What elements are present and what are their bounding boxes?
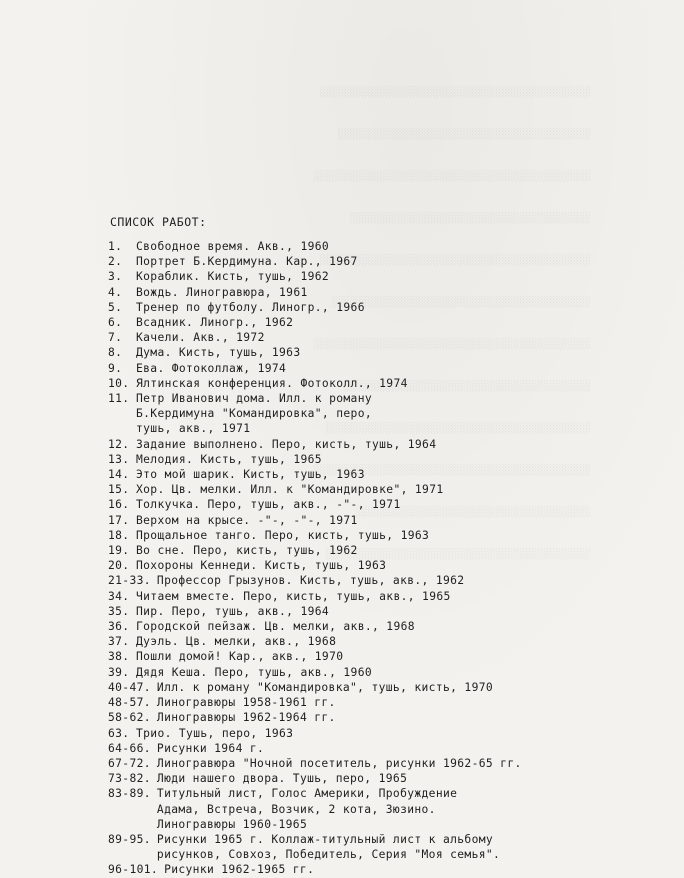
item-number: 1. bbox=[108, 240, 123, 253]
item-text-line: Рисунки 1965 г. Коллаж-титульный лист к альбому bbox=[156, 832, 494, 846]
item-text-line: рисунков, Совхоз, Победитель, Серия "Моя семья". bbox=[156, 848, 501, 862]
list-item bbox=[108, 513, 668, 528]
list-item bbox=[108, 832, 668, 862]
item-text-line: Городской пейзаж. Цв. мелки, акв., 1968 bbox=[136, 620, 415, 634]
item-number: 19. bbox=[108, 544, 130, 558]
item-text-line: Дядя Кеша. Перо, тушь, акв., 1960 bbox=[136, 665, 372, 679]
item-number: 10. bbox=[108, 376, 130, 390]
item-text bbox=[157, 786, 668, 832]
item-number: 21-33. bbox=[108, 574, 151, 588]
list-item bbox=[108, 330, 668, 345]
item-text bbox=[157, 771, 668, 786]
item-text bbox=[136, 634, 668, 649]
item-text bbox=[136, 528, 668, 543]
item-text-line: Верхом на крысе. -"-, -"-, 1971 bbox=[136, 513, 358, 527]
item-number: 64-66. bbox=[108, 741, 151, 755]
item-text bbox=[136, 467, 668, 482]
item-number: 36. bbox=[108, 620, 130, 634]
item-text bbox=[136, 345, 668, 360]
item-text-line: Рисунки 1964 г. bbox=[156, 741, 265, 755]
list-item bbox=[108, 756, 668, 771]
item-number: 17. bbox=[108, 513, 130, 527]
item-text bbox=[164, 862, 668, 877]
item-number: 14. bbox=[108, 468, 130, 482]
item-text-line: Портрет Б.Кердимуна. Кар., 1967 bbox=[136, 255, 358, 269]
item-text-line: Свободное время. Акв., 1960 bbox=[136, 240, 330, 253]
item-text bbox=[136, 513, 668, 528]
reverse-side-show-through: ░░░░░░░░░░░░░░░░░░░░░░░░░░░░░░░░░░░░░░░░░░░░░ ░░░░░░░░░░░░░░░░░░░░░░░░░░░░░░░░░░░░░░░░░░ ░░░░░░░░░░░░░░░░░░░░░░░░░░░░░░░░░░░░░░░░░░░░░░ ░░░░░░░░░░░░░░░░░░░░░░░░░░░░░░░░░░░░░░░░ ░░░░░░░░░░░░░░░░░░░░░░░░░░░░░░░░░░░░░░░░░░░░░ ░░░░░░░░░░░░░░░░░░░░░░░░░░░░░░░░░░░░░░░░░░░ ░░░░░░░░░░░░░░░░░░░░░░░░░░░░░░░░░░░░░░░░░░░░░░ ░░░░░░░░░░░░░░░░░░░░░░░░░░░░░░░░░░░░░░░░░ ░░░░░░░░░░░░░░░░░░░░░░░░░░░░░░░░░░░░░░░░░░░░ ░░░░░░░░░░░░░░░░░░░░░░░░░░░░░░░░░░░░░░░░░░░░░░ ░░░░░░░░░░░░░░░░░░░░░░░░░░░░░░░░░░░░░░░ ░░░░░░░░░░░░░░░░░░░░░░░░░░░░░░░░░░░░░░░░░░░░ bbox=[313, 87, 590, 560]
item-text-line: Похороны Кеннеди. Кисть, тушь, 1963 bbox=[136, 559, 387, 573]
item-text-line: Титульный лист, Голос Америки, Пробуждение bbox=[156, 787, 458, 801]
item-number: 12. bbox=[108, 437, 130, 451]
item-text-line: Петр Иванович дома. Илл. к роману bbox=[136, 392, 372, 406]
list-item bbox=[108, 619, 668, 634]
item-text bbox=[136, 330, 668, 345]
list-item bbox=[108, 345, 668, 360]
item-text-line: Качели. Акв., 1972 bbox=[136, 331, 265, 345]
item-number: 40-47. bbox=[108, 680, 151, 694]
list-item bbox=[108, 558, 668, 573]
list-item bbox=[108, 482, 668, 497]
list-heading: СПИСОК РАБОТ: bbox=[110, 215, 207, 229]
item-text-line: Ева. Фотоколлаж, 1974 bbox=[136, 361, 287, 375]
item-text-line: Профессор Грызунов. Кисть, тушь, акв., 1962 bbox=[156, 574, 465, 588]
list-item bbox=[108, 726, 668, 741]
list-item bbox=[108, 710, 668, 725]
item-text bbox=[136, 437, 668, 452]
item-text-line: Линогравюры 1958-1961 гг. bbox=[156, 696, 336, 710]
item-text bbox=[136, 649, 668, 664]
list-item bbox=[108, 391, 668, 437]
item-text-line: Линогравюры 1962-1964 гг. bbox=[156, 711, 336, 725]
list-item bbox=[108, 437, 668, 452]
item-number: 8. bbox=[108, 346, 123, 360]
item-text-line: Мелодия. Кисть, тушь, 1965 bbox=[136, 452, 322, 466]
list-item bbox=[108, 649, 668, 664]
item-text-line: Илл. к роману "Командировка", тушь, кисть, 1970 bbox=[156, 680, 494, 694]
item-text bbox=[136, 254, 668, 269]
item-number: 34. bbox=[108, 589, 130, 603]
item-number: 58-62. bbox=[108, 711, 151, 725]
item-text-line: Читаем вместе. Перо, кисть, тушь, акв., 1965 bbox=[136, 589, 451, 603]
item-number: 15. bbox=[108, 483, 130, 497]
item-number: 3. bbox=[108, 270, 123, 284]
item-text bbox=[157, 756, 668, 771]
list-item bbox=[108, 771, 668, 786]
item-number: 89-95. bbox=[108, 832, 151, 846]
works-list bbox=[108, 239, 668, 878]
item-text-line: Б.Кердимуна "Командировка", перо, bbox=[136, 407, 372, 421]
item-number: 83-89. bbox=[108, 787, 151, 801]
list-item bbox=[108, 315, 668, 330]
item-text-line: Прощальное танго. Перо, кисть, тушь, 1963 bbox=[136, 528, 430, 542]
list-item bbox=[108, 573, 668, 588]
item-text bbox=[136, 391, 668, 437]
item-text bbox=[157, 710, 668, 725]
item-text-line: Ялтинская конференция. Фотоколл., 1974 bbox=[136, 376, 408, 390]
item-text bbox=[136, 604, 668, 619]
list-item bbox=[108, 665, 668, 680]
item-text bbox=[136, 619, 668, 634]
item-text bbox=[136, 482, 668, 497]
item-text-line: Люди нашего двора. Тушь, перо, 1965 bbox=[156, 772, 408, 786]
list-item bbox=[108, 254, 668, 269]
list-item bbox=[108, 543, 668, 558]
item-text-line: Толкучка. Перо, тушь, акв., -"-, 1971 bbox=[136, 498, 401, 512]
item-text bbox=[136, 589, 668, 604]
item-number: 4. bbox=[108, 285, 123, 299]
list-item bbox=[108, 361, 668, 376]
list-item bbox=[108, 467, 668, 482]
list-item bbox=[108, 786, 668, 832]
list-item bbox=[108, 452, 668, 467]
item-text bbox=[136, 285, 668, 300]
list-item bbox=[108, 285, 668, 300]
item-number: 39. bbox=[108, 665, 130, 679]
item-text-line: Адама, Встреча, Возчик, 2 кота, Зюзино. bbox=[156, 802, 436, 816]
item-text-line: Вождь. Линогравюра, 1961 bbox=[136, 285, 308, 299]
list-item bbox=[108, 695, 668, 710]
item-number: 73-82. bbox=[108, 772, 151, 786]
item-text-line: Пир. Перо, тушь, акв., 1964 bbox=[136, 604, 330, 618]
item-text bbox=[136, 558, 668, 573]
item-number: 11. bbox=[108, 392, 130, 406]
item-number: 13. bbox=[108, 452, 130, 466]
list-item bbox=[108, 239, 668, 254]
list-item bbox=[108, 589, 668, 604]
item-text-line: Задание выполнено. Перо, кисть, тушь, 1964 bbox=[136, 437, 437, 451]
list-item bbox=[108, 862, 668, 877]
item-text-line: Это мой шарик. Кисть, тушь, 1963 bbox=[136, 468, 365, 482]
item-number: 63. bbox=[108, 726, 130, 740]
item-number: 67-72. bbox=[108, 756, 151, 770]
item-text-line: тушь, акв., 1971 bbox=[136, 422, 251, 436]
item-text bbox=[136, 239, 668, 254]
item-number: 96-101. bbox=[108, 863, 159, 877]
list-item bbox=[108, 269, 668, 284]
item-text bbox=[136, 726, 668, 741]
item-number: 2. bbox=[108, 255, 123, 269]
item-number: 7. bbox=[108, 331, 123, 345]
item-number: 48-57. bbox=[108, 696, 151, 710]
item-text bbox=[136, 315, 668, 330]
item-text bbox=[157, 573, 668, 588]
item-number: 18. bbox=[108, 528, 130, 542]
item-text bbox=[136, 361, 668, 376]
item-text-line: Дума. Кисть, тушь, 1963 bbox=[136, 346, 301, 360]
list-item bbox=[108, 497, 668, 512]
item-text bbox=[136, 665, 668, 680]
list-item bbox=[108, 376, 668, 391]
list-item bbox=[108, 634, 668, 649]
list-item bbox=[108, 680, 668, 695]
list-item bbox=[108, 741, 668, 756]
item-number: 37. bbox=[108, 635, 130, 649]
item-text-line: Линогравюра "Ночной посетитель, рисунки 1962-65 гг. bbox=[156, 756, 522, 770]
item-text-line: Пошли домой! Кар., акв., 1970 bbox=[136, 650, 344, 664]
list-item bbox=[108, 528, 668, 543]
item-number: 16. bbox=[108, 498, 130, 512]
item-number: 38. bbox=[108, 650, 130, 664]
item-number: 6. bbox=[108, 316, 123, 330]
item-text bbox=[136, 452, 668, 467]
item-text-line: Рисунки 1962-1965 гг. bbox=[164, 863, 315, 877]
item-text-line: Во сне. Перо, кисть, тушь, 1962 bbox=[136, 544, 358, 558]
item-text bbox=[136, 300, 668, 315]
item-number: 20. bbox=[108, 559, 130, 573]
item-text bbox=[157, 695, 668, 710]
item-text-line: Хор. Цв. мелки. Илл. к "Командировке", 1971 bbox=[136, 483, 444, 497]
item-text-line: Трио. Тушь, перо, 1963 bbox=[136, 726, 294, 740]
item-text bbox=[136, 376, 668, 391]
item-text bbox=[157, 832, 668, 862]
item-text bbox=[157, 680, 668, 695]
item-number: 35. bbox=[108, 604, 130, 618]
item-text-line: Всадник. Линогр., 1962 bbox=[136, 316, 294, 330]
item-text bbox=[136, 497, 668, 512]
item-text bbox=[157, 741, 668, 756]
list-item bbox=[108, 300, 668, 315]
item-text-line: Кораблик. Кисть, тушь, 1962 bbox=[136, 270, 330, 284]
list-item bbox=[108, 604, 668, 619]
item-number: 9. bbox=[108, 361, 123, 375]
item-number: 5. bbox=[108, 300, 123, 314]
item-text-line: Тренер по футболу. Линогр., 1966 bbox=[136, 300, 365, 314]
item-text-line: Дуэль. Цв. мелки, акв., 1968 bbox=[136, 635, 337, 649]
item-text bbox=[136, 543, 668, 558]
item-text bbox=[136, 269, 668, 284]
item-text-line: Линогравюры 1960-1965 bbox=[156, 817, 308, 831]
